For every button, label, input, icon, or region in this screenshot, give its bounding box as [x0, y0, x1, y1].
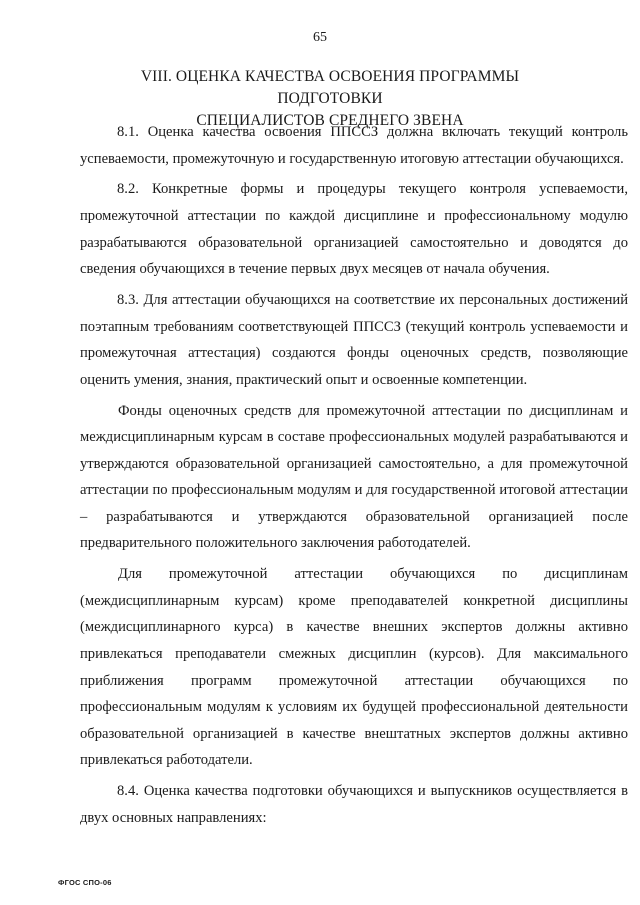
paragraph-8-1: 8.1. Оценка качества освоения ППССЗ должна включать текущий контроль успеваемости, промежуточную и государственную итоговую аттестации обучающихся. — [80, 124, 628, 167]
footer-label: ФГОС СПО-06 — [58, 878, 112, 887]
paragraph-8-2: 8.2. Конкретные формы и процедуры текущего контроля успеваемости, промежуточной аттестации по каждой дисциплине и профессиональному модулю разрабатываются образовательной организацией самостоятельно и доводятся до сведения обучающихся в течение первых двух месяцев от начала обучения. — [80, 181, 628, 278]
section-title-line-2: СПЕЦИАЛИСТОВ СРЕДНЕГО ЗВЕНА — [196, 112, 464, 129]
paragraph-intermediate-attestation: Для промежуточной аттестации обучающихся по дисциплинам (междисциплинарным курсам) кроме преподавателей конкретной дисциплины (междисциплинарного курса) в качестве внешних экспертов должны активно привлекаться преподаватели смежных дисциплин (курсов). Для максимального приближения программ промежуточной аттестации обучающихся по профессиональным модулям к условиям их будущей профессиональной деятельности образовательной организацией в качестве внештатных экспертов должны активно привлекаться работодатели. — [80, 566, 628, 769]
section-title-line-1: VIII. ОЦЕНКА КАЧЕСТВА ОСВОЕНИЯ ПРОГРАММЫ ПОДГОТОВКИ — [140, 68, 520, 107]
page-number: 65 — [313, 30, 327, 45]
paragraph-8-3: 8.3. Для аттестации обучающихся на соответствие их персональных достижений поэтапным требованиям соответствующей ППССЗ (текущий контроль успеваемости и промежуточная аттестация) создаются фонды оценочных средств, позволяющие оценить умения, знания, практический опыт и освоенные компетенции. — [80, 291, 628, 388]
document-body — [80, 119, 628, 836]
paragraph-assessment-funds: Фонды оценочных средств для промежуточной аттестации по дисциплинам и междисциплинарным курсам в составе профессиональных модулей разрабатываются и утверждаются образовательной организацией самостоятельно, а для промежуточной аттестации по профессиональным модулям и для государственной итоговой аттестации – разрабатываются и утверждаются образовательной организацией после предварительного положительного заключения работодателей. — [80, 402, 628, 552]
paragraph-8-4: 8.4. Оценка качества подготовки обучающихся и выпускников осуществляется в двух основных направлениях: — [80, 783, 628, 826]
